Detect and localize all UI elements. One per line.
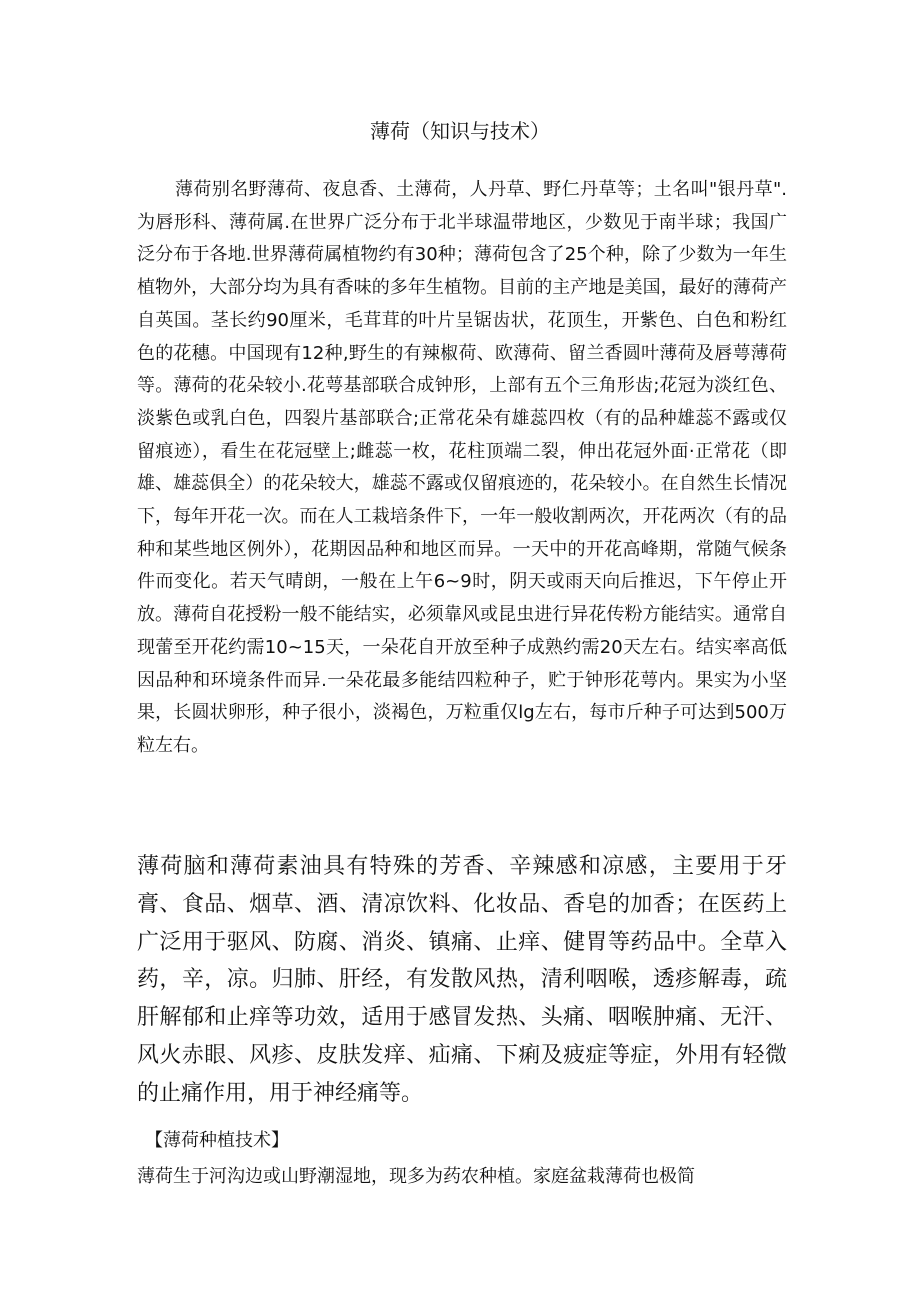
- body-paragraph-cultivation: 薄荷生于河沟边或山野潮湿地，现多为药农种植。家庭盆栽薄荷也极简: [137, 1166, 695, 1187]
- section-heading: 【薄荷种植技术】: [145, 1130, 289, 1151]
- document-title: 薄荷（知识与技术）: [370, 119, 550, 143]
- body-paragraph-uses: 薄荷脑和薄荷素油具有特殊的芳香、辛辣感和凉感，主要用于牙膏、食品、烟草、酒、清凉饮料、化妆品、香皂的加香；在医药上广泛用于驱风、防腐、消炎、镇痛、止痒、健胃等药品中。全草入药，辛，凉。归肺、肝经，有发散风热，清利咽喉，透疹解毒，疏肝解郁和止痒等功效，适用于感冒发热、头痛、咽喉肿痛、无汗、风火赤眼、风疹、皮肤发痒、疝痛、下痢及疲症等症，外用有轻微的止痛作用，用于神经痛等。: [137, 854, 787, 1106]
- body-paragraph-description: 薄荷别名野薄荷、夜息香、土薄荷，人丹草、野仁丹草等；土名叫"银丹草".为唇形科、薄荷属.在世界广泛分布于北半球温带地区，少数见于南半球；我国广泛分布于各地.世界薄荷属植物约有30种；薄荷包含了25个种，除了少数为一年生植物外，大部分均为具有香味的多年生植物。目前的主产地是美国，最好的薄荷产自英国。茎长约90厘米，毛茸茸的叶片呈锯齿状，花顶生，开紫色、白色和粉红色的花穗。中国现有12种,野生的有辣椒荷、欧薄荷、留兰香圆叶薄荷及唇萼薄荷等。薄荷的花朵较小.花萼基部联合成钟形，上部有五个三角形齿;花冠为淡红色、淡紫色或乳白色，四裂片基部联合;正常花朵有雄蕊四枚（有的品种雄蕊不露或仅留痕迹），看生在花冠壁上;雌蕊一枚，花柱顶端二裂，伸出花冠外面·正常花（即雄、雄蕊俱全）的花朵较大，雄蕊不露或仅留痕迹的，花朵较小。在自然生长情况下，每年开花一次。而在人工栽培条件下，一年一般收割两次，开花两次（有的品种和某些地区例外），花期因品种和地区而异。一天中的开花高峰期，常随气候条件而变化。若天气晴朗，一般在上午6~9时，阴天或雨天向后推迟，下午停止开放。薄荷自花授粉一般不能结实，必须靠风或昆虫进行异花传粉方能结实。通常自现蕾至开花约需10~15天，一朵花自开放至种子成熟约需20天左右。结实率高低因品种和环境条件而异.一朵花最多能结四粒种子，贮于钟形花萼内。果实为小坚果，长圆状卵形，种子很小，淡褐色，万粒重仅lg左右，每市斤种子可达到500万粒左右。: [137, 179, 787, 756]
